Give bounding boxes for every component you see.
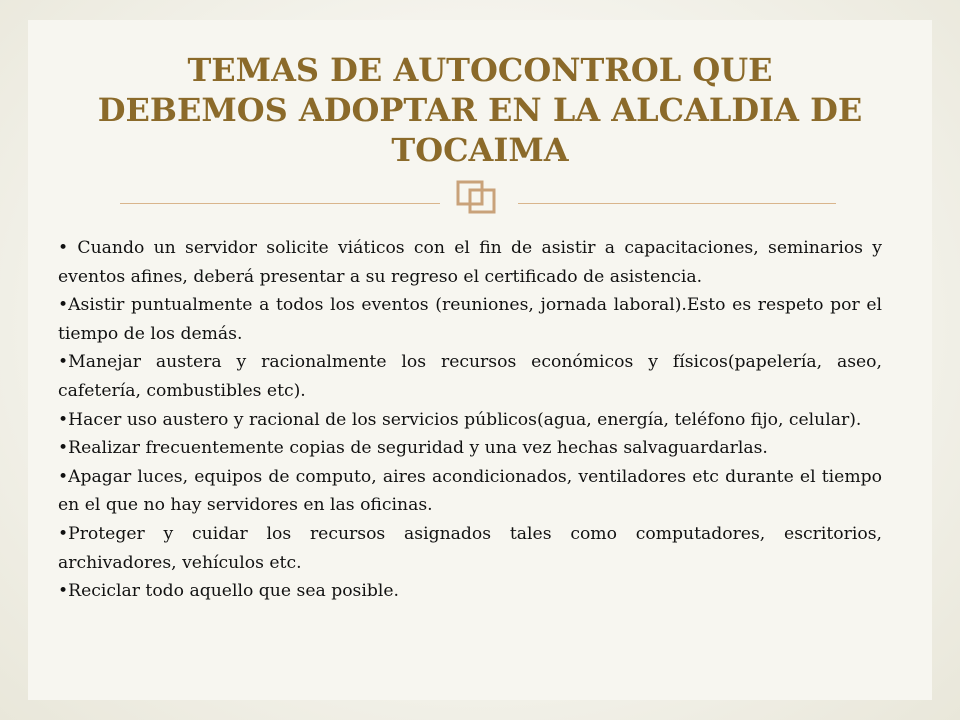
list-item: •Realizar frecuentemente copias de seguridad y una vez hechas salvaguardarlas.	[58, 438, 768, 459]
list-item: •Asistir puntualmente a todos los eventos (reuniones, jornada laboral).Esto es respeto por el tiempo de los demás.	[58, 295, 882, 344]
list-item: •Reciclar todo aquello que sea posible.	[58, 581, 399, 602]
list-item: •Manejar austera y racionalmente los recursos económicos y físicos(papelería, aseo, cafetería, combustibles etc).	[58, 352, 882, 401]
double-square-ornament-icon	[448, 176, 512, 222]
list-item: •Apagar luces, equipos de computo, aires acondicionados, ventiladores etc durante el tiempo en el que no hay servidores en las oficinas.	[58, 466, 882, 516]
list-item: •Hacer uso austero y racional de los servicios públicos(agua, energía, teléfono fijo, celular).	[58, 409, 862, 430]
title-divider-left	[120, 203, 440, 204]
bullet-list	[58, 234, 882, 606]
title-divider-right	[518, 203, 836, 204]
list-item: •Proteger y cuidar los recursos asignados tales como computadores, escritorios, archivadores, vehículos etc.	[58, 523, 882, 573]
list-item: • Cuando un servidor solicite viáticos con el fin de asistir a capacitaciones, seminarios y eventos afines, deberá presentar a su regreso el certificado de asistencia.	[58, 238, 882, 287]
page-title: TEMAS DE AUTOCONTROL QUE DEBEMOS ADOPTAR EN LA ALCALDIA DE TOCAIMA	[97, 51, 863, 169]
